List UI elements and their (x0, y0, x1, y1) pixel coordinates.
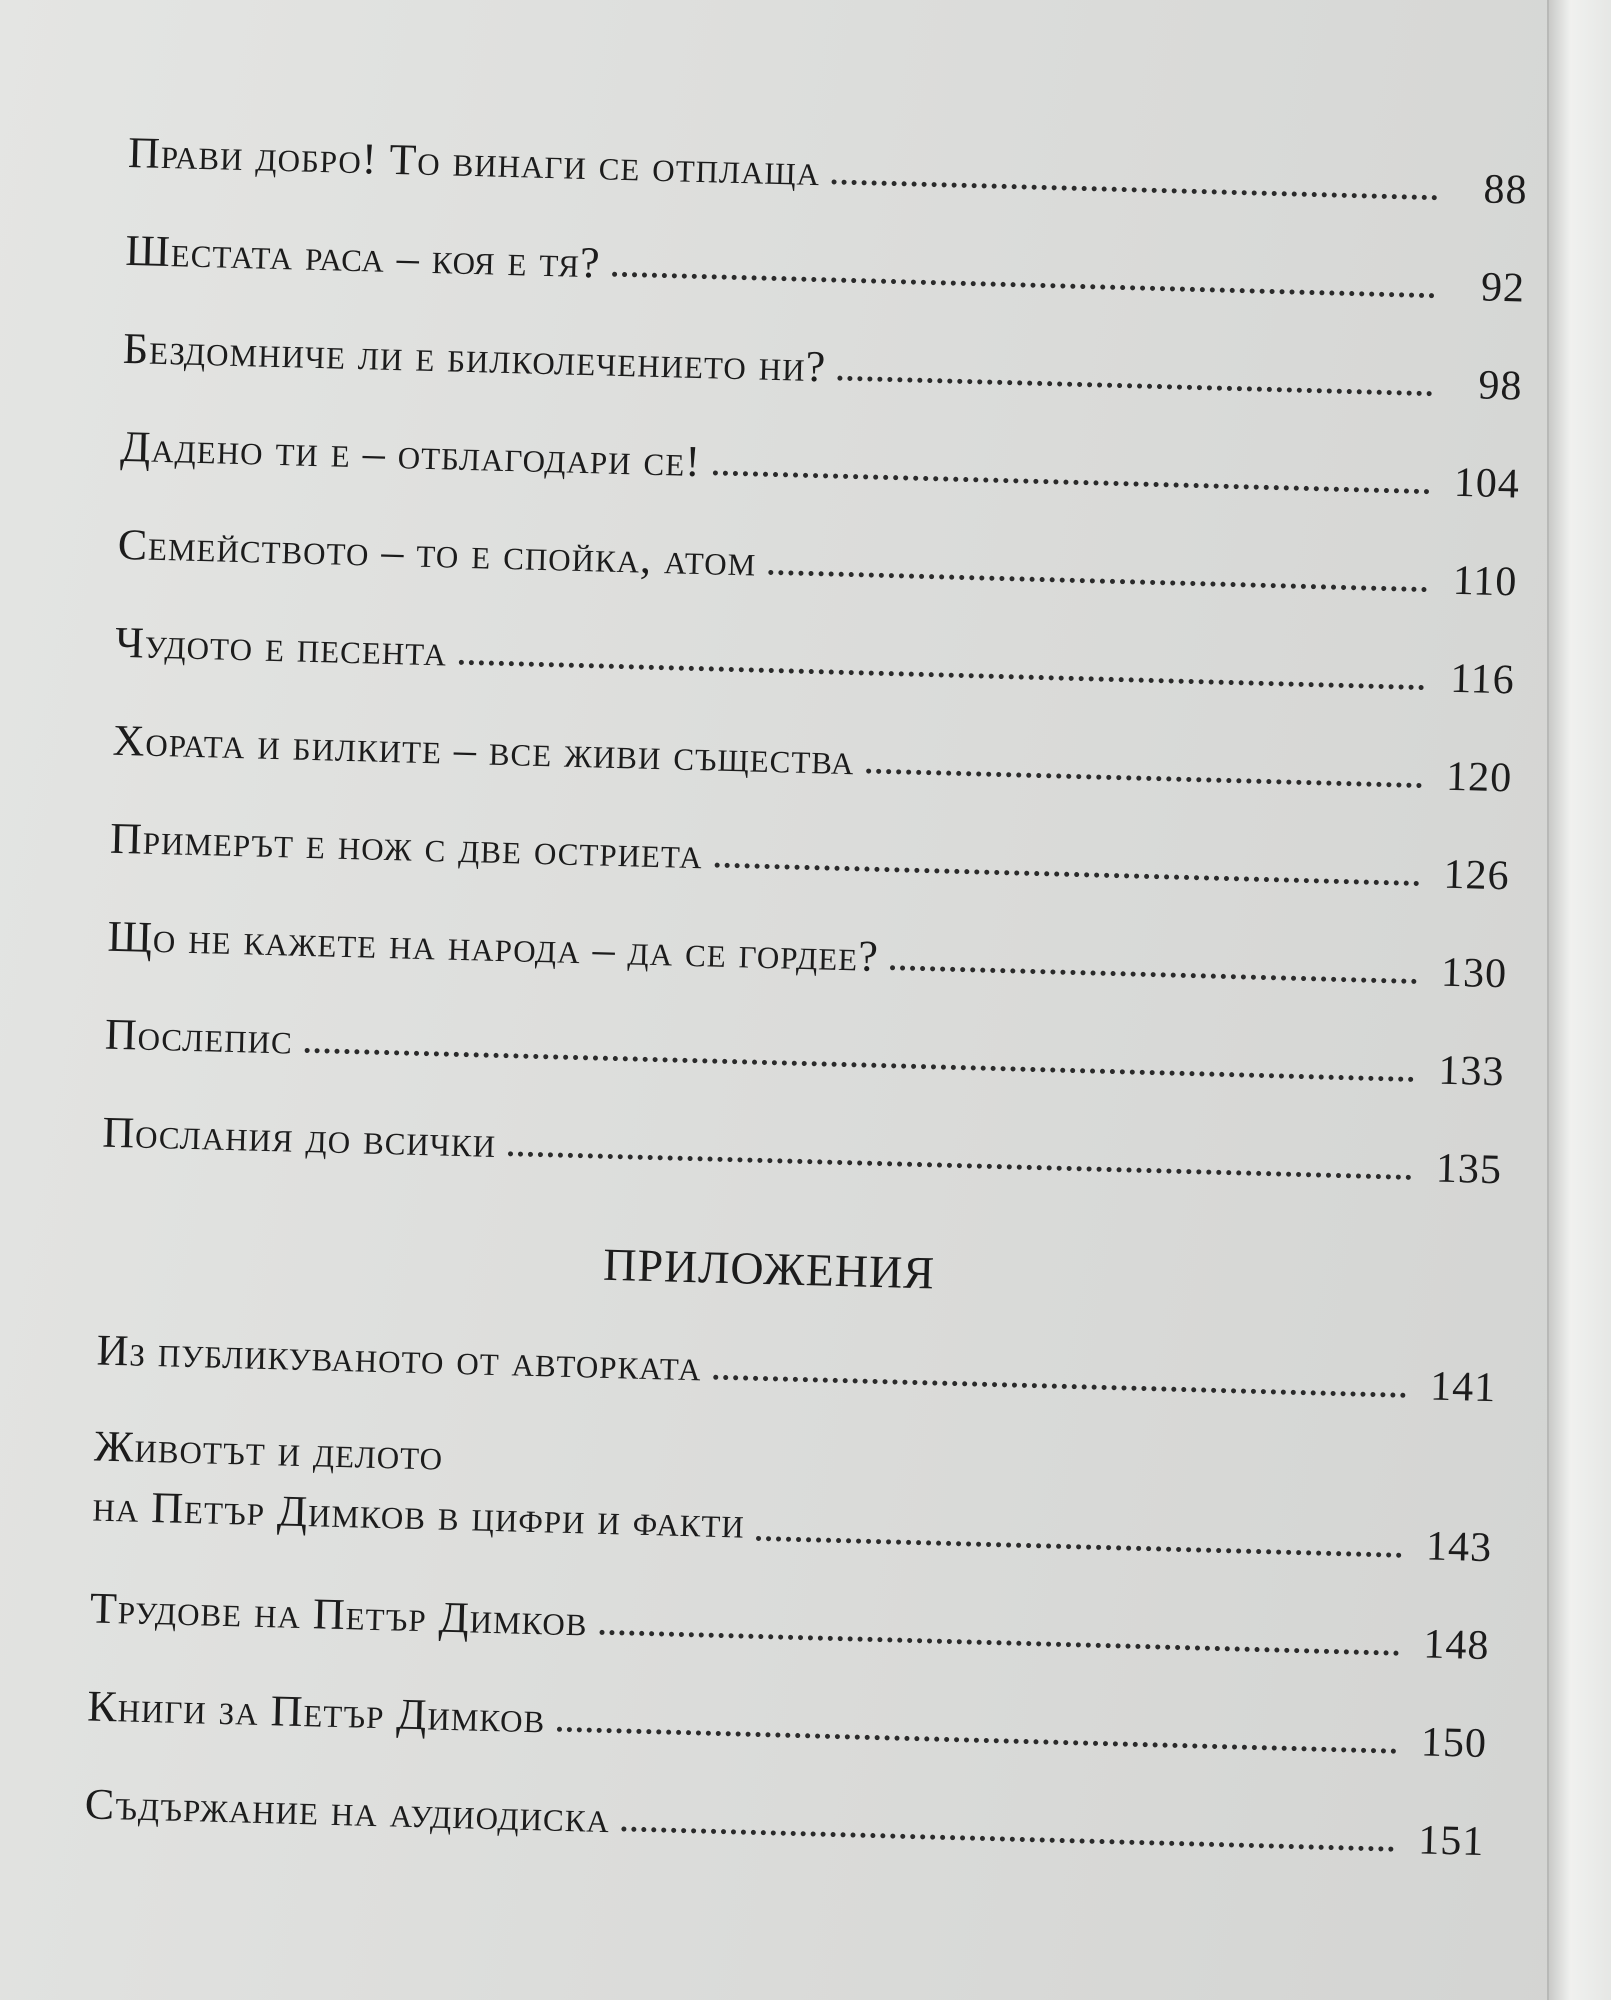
page-edge (1547, 0, 1611, 2000)
dot-leader (838, 376, 1432, 397)
toc-entry-title: Послания до всички (101, 1107, 497, 1167)
toc-entry-title: Хората и билките – все живи същества (112, 715, 856, 785)
toc-entry-title: Из публикуваното от авторката (96, 1325, 703, 1391)
toc-entry-page: 110 (1452, 557, 1518, 606)
toc-entry-title: Семейството – то е спойка, атом (117, 519, 757, 586)
toc-entry-title: Послепис (104, 1009, 294, 1064)
toc-entry-title: Трудове на Петър Димков (89, 1583, 589, 1646)
toc-entry-page: 126 (1443, 851, 1511, 900)
toc-entry-page: 141 (1429, 1363, 1497, 1412)
table-of-contents (84, 80, 1529, 1866)
dot-leader (866, 769, 1422, 789)
toc-entry-title: Примерът е нож с две остриета (109, 813, 704, 879)
toc-entry-page: 88 (1482, 166, 1529, 214)
toc-entry-page: 120 (1445, 753, 1513, 802)
dot-leader (832, 179, 1438, 200)
toc-entry-page: 116 (1449, 655, 1516, 704)
toc-entry-page: 135 (1435, 1145, 1503, 1194)
toc-entry-title: Съдържание на аудиодиска (84, 1779, 611, 1843)
toc-entry-title: Що не кажете на народа – да се гордее? (106, 911, 880, 981)
appendix-heading: ПРИЛОЖЕНИЯ (602, 1238, 936, 1299)
toc-entry-title-line: на Петър Димков в цифри и факти (92, 1481, 746, 1548)
toc-entry-page: 130 (1440, 949, 1508, 998)
toc-entry-title: Бездомниче ли е билколечението ни? (122, 323, 827, 392)
toc-entry-title: Чудото е песента (114, 617, 448, 676)
toc-entry-page: 150 (1420, 1719, 1488, 1768)
toc-entry-page: 148 (1422, 1621, 1491, 1670)
toc-entry-page: 92 (1480, 264, 1526, 312)
dot-leader (622, 1826, 1395, 1851)
toc-entry-title: Книги за Петър Димков (86, 1681, 546, 1743)
toc-entry-page: 98 (1477, 362, 1524, 410)
toc-entry-page: 143 (1425, 1523, 1493, 1572)
toc-entry-title: Шестата раса – коя е тя? (124, 225, 602, 288)
toc-entry-page: 104 (1453, 459, 1521, 508)
toc-entry-title: Прави добро! То винаги се отплаща (127, 127, 821, 196)
dot-leader (890, 965, 1417, 984)
toc-entry-page: 151 (1417, 1817, 1485, 1866)
toc-entry-title-line: Животът и делото (93, 1421, 444, 1480)
toc-entry-page: 133 (1437, 1047, 1506, 1096)
toc-entry-title: Дадено ти е – отблагодари се! (119, 421, 702, 487)
toc-entry-title (92, 1417, 747, 1553)
